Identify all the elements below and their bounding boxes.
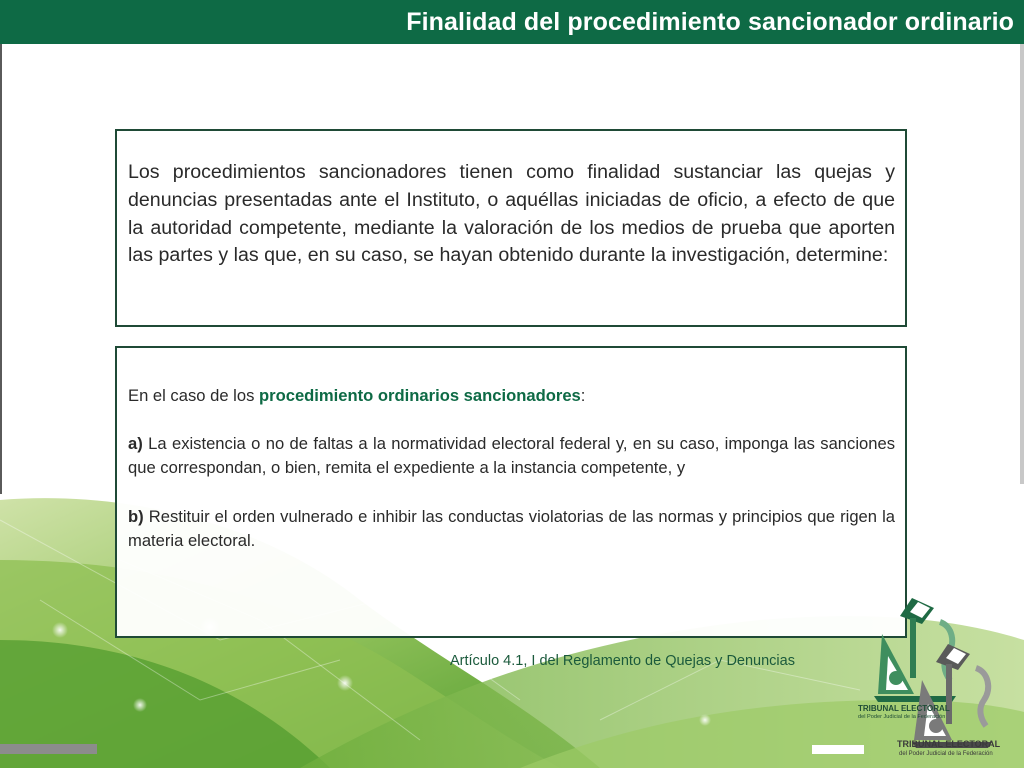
item-a-text: La existencia o no de faltas a la normatividad electoral federal y, en su caso, imponga las sanciones que correspondan, o bien, remita el expediente a la instancia competente, y [128,434,895,478]
intro-suffix: : [580,386,586,405]
intro-bold: procedimiento ordinarios sancionadores [258,386,581,405]
decorative-white-bar [812,745,864,754]
decorative-gray-bar [0,744,97,754]
finalidad-text-box [115,129,907,327]
logo-front-subtitle: del Poder Judicial de la Federación [858,714,946,720]
procedimiento-ordinario-box [115,346,907,638]
list-item-b [128,505,895,553]
finalidad-paragraph: Los procedimientos sancionadores tienen como finalidad sustanciar las quejas y denuncias presentadas ante el Instituto, o aquéllas iniciadas de oficio, a efecto de que la autoridad competente, mediante la valoración de los medios de prueba que aporten las partes y las que, en su caso, se hayan obtenido durante la investigación, determine: [128,161,895,267]
logo-back-subtitle: del Poder Judicial de la Federación [899,751,993,757]
title-bar [0,0,1024,44]
item-b-text: Restituir el orden vulnerado e inhibir las conductas violatorias de las normas y principios que rigen la materia electoral. [128,506,895,550]
logo-back-title: TRIBUNAL ELECTORAL [897,739,1001,749]
slide-title: Finalidad del procedimiento sancionador ordinario [406,7,1014,36]
intro-line [128,384,895,408]
item-a-marker: a) [128,434,143,454]
article-citation: Artículo 4.1, I del Reglamento de Quejas y Denuncias [450,653,795,669]
right-edge-shadow [1020,44,1024,484]
item-b-marker: b) [128,506,144,526]
left-edge-line [0,44,2,494]
intro-prefix: En el caso de los [128,386,259,405]
list-item-a [128,432,895,480]
logo-front-title: TRIBUNAL ELECTORAL [858,704,950,713]
